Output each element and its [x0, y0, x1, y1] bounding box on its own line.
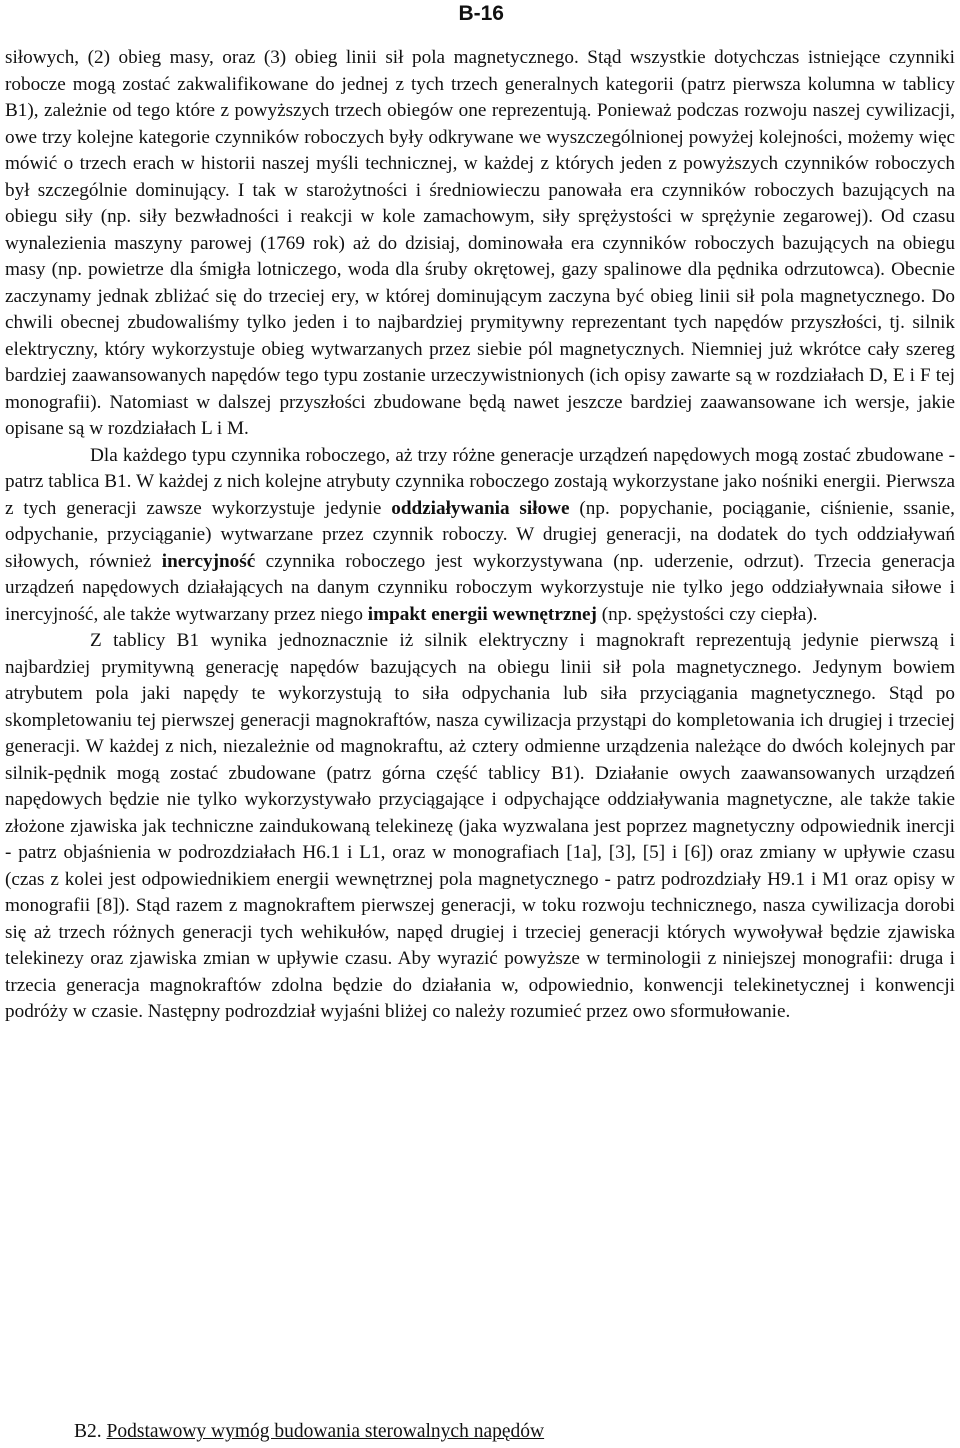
- paragraph-2: [5, 443, 955, 629]
- text-run: siłowych, (2) obieg masy, oraz (3) obieg linii sił pola magnetycznego. Stąd wszystkie dotychczas istniejące czynniki robocze mogą zostać zakwalifikowane do jednej z tych trzech generalnych kategorii (patrz pierwsza kolumna w tablicy B1), zależnie od tego które z powyższych trzech obiegów one reprezentują. Ponieważ podczas rozwoju naszej cywilizacji, owe trzy kolejne kategorie czynników roboczych były odkrywane we wyszczególnionej powyżej kolejności, możemy więc mówić o trzech erach w historii naszej myśli technicznej, w każdej z których jeden z powyższych czynników roboczych był szczególnie dominujący. I tak w starożytności i średniowieczu panowała era czynników roboczych bazujących na obiegu siły (np. siły bezwładności i reakcji w kole zamachowym, siły sprężystości w sprężynie zegarowej). Od czasu wynalezienia maszyny parowej (1769 rok) aż do dzisiaj, dominowała era czynników roboczych bazujących na obiegu masy (np. powietrze dla śmigła lotniczego, woda dla śruby okrętowej, gazy spalinowe dla pędnika odrzutowca). Obecnie zaczynamy jednak zbliżać się do trzeciej ery, w której dominującym zaczyna być obieg linii sił pola magnetycznego. Do chwili obecnej zbudowaliśmy tylko jeden i to najbardziej prymitywny reprezentant tych napędów przyszłości, tj. silnik elektryczny, który wykorzystuje obieg wytwarzanych przez siebie pól magnetycznych. Niemniej już wkrótce cały szereg bardziej zaawansowanych napędów tego typu zostanie urzeczywistnionych (ich opisy zawarte są w rozdziałach D, E i F tej monografii). Natomiast w dalszej przyszłości zbudowane będą nawet jeszcze bardziej zaawansowane ich wersje, jakie opisane są w rozdziałach L i M.: [5, 47, 955, 439]
- body-text: [5, 45, 955, 1026]
- page-number: B-16: [458, 2, 504, 25]
- text-run: Dla każdego typu czynnika roboczego, aż trzy różne generacje urządzeń napędowych mogą zostać zbudowane - patrz tablica B1. W każdej z nich kolejne atrybuty czynnika roboczego zostają wykorzystane jako nośniki energii. Pierwsza z tych generacji zawsze wykorzystuje jedynie: [5, 444, 955, 519]
- text-run: czynnika roboczego jest wykorzystywana (np. uderzenie, odrzut). Trzecia generacja urządzeń napędowych działających na danym czynniku roboczym wykorzystuje nie tylko jego oddziaływnaia siłowe i inercyjność, ale także wytwarzany przez niego: [5, 550, 955, 625]
- bold-term: oddziaływania siłowe: [391, 497, 570, 519]
- section-number: B2.: [74, 1421, 102, 1442]
- text-run: (np. spężystości czy ciepła).: [596, 603, 818, 625]
- paragraph-1: [5, 45, 955, 443]
- section-title: Podstawowy wymóg budowania sterowalnych napędów: [106, 1421, 545, 1442]
- section-heading: [74, 1419, 544, 1445]
- bold-term: inercyjność: [161, 550, 256, 572]
- text-run: (np. popychanie, pociąganie, ciśnienie, ssanie, odpychanie, przyciąganie) wytwarzane przez czynnik roboczy. W drugiej generacji, na dodatek do tych oddziaływań siłowych, również: [5, 497, 955, 572]
- paragraph-3: [5, 628, 955, 1026]
- bold-term: impakt energii wewnętrznej: [367, 603, 597, 625]
- text-run: Z tablicy B1 wynika jednoznacznie iż silnik elektryczny i magnokraft reprezentują jedynie pierwszą i najbardziej prymitywną generację napędów bazujących na obiegu linii sił pola magnetycznego. Jedynym bowiem atrybutem pola jaki napędy te wykorzystują to siła odpychania lub siła przyciągania magnetycznego. Stąd po skompletowaniu tej pierwszej generacji magnokraftów, nasza cywilizacja przystąpi do kompletowania ich drugiej i trzeciej generacji. W każdej z nich, niezależnie od magnokraftu, aż cztery odmienne urządzenia należące do dwóch kolejnych par silnik-pędnik mogą zostać zbudowane (patrz górna część tablicy B1). Działanie owych zaawansowanych urządzeń napędowych będzie nie tylko wykorzystywało przyciągające i odpychające oddziaływania magnetyczne, ale także takie złożone zjawiska jak techniczne zaindukowaną telekinezę (jaka wyzwalana jest poprzez magnetyczny odpowiednik inercji - patrz objaśnienia w podrozdziałach H6.1 i L1, oraz w monografiach [1a], [3], [5] i [6]) oraz zmiany w upływie czasu (czas z kolei jest odpowiednikiem energii wewnętrznej pola magnetycznego - patrz podrozdziały H9.1 i M1 oraz opisy w monografii [8]). Stąd razem z magnokraftem pierwszej generacji, w toku rozwoju technicznego, nasza cywilizacja dorobi się aż trzech różnych generacji tych wehikułów, napęd drugiej i trzeciej generacji których wywoływał będzie zjawiska telekinezy oraz zjawiska zmian w upływie czasu. Aby wyrazić powyższe w terminologii z niniejszej monografii: druga i trzecia generacja magnokraftów zdolna będzie do działania w, odpowiednio, konwencji telekinetycznej i konwencji podróży w czasie. Następny podrozdział wyjaśni bliżej co należy rozumieć przez owo sformułowanie.: [5, 630, 955, 1022]
